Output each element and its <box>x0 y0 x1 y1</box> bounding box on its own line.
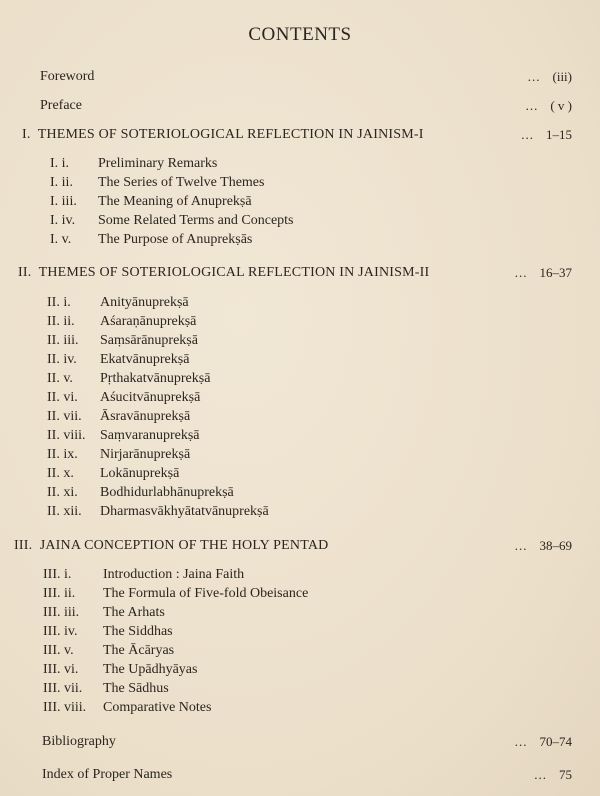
toc-section[interactable]: II. ii. Aśaraṇānuprekṣā <box>47 314 197 329</box>
toc-section[interactable]: II. xii. Dharmasvākhyātatvānuprekṣā <box>47 504 269 519</box>
toc-entry-preface[interactable] <box>40 98 82 114</box>
toc-chapter-1[interactable]: I. THEMES OF SOTERIOLOGICAL REFLECTION IN JAINISM-I <box>22 127 424 142</box>
toc-entry-label: Foreword <box>40 69 95 84</box>
toc-page-ref: ... ( v ) <box>525 98 572 113</box>
toc-section[interactable]: II. ix. Nirjarānuprekṣā <box>47 447 191 462</box>
chapter-title: THEMES OF SOTERIOLOGICAL REFLECTION IN JAINISM-I <box>37 127 424 142</box>
toc-page-ref: ... 70–74 <box>514 734 572 749</box>
toc-section[interactable]: II. vii. Āsravānuprekṣā <box>47 409 191 424</box>
toc-section[interactable]: I. i. Preliminary Remarks <box>50 156 218 171</box>
toc-entry-label: Bibliography <box>42 734 116 749</box>
toc-section[interactable]: II. i. Anityānuprekṣā <box>47 295 189 310</box>
toc-entry-bibliography[interactable] <box>42 734 116 750</box>
toc-chapter-2[interactable]: II. THEMES OF SOTERIOLOGICAL REFLECTION IN JAINISM-II <box>18 265 430 280</box>
toc-section[interactable]: II. iv. Ekatvānuprekṣā <box>47 352 190 367</box>
toc-section[interactable]: I. iii. The Meaning of Anuprekṣā <box>50 194 252 209</box>
toc-section[interactable]: II. vi. Aśucitvānuprekṣā <box>47 390 201 405</box>
toc-entry-foreword[interactable] <box>40 69 94 85</box>
chapter-title: JAINA CONCEPTION OF THE HOLY PENTAD <box>39 538 329 553</box>
toc-entry-index[interactable] <box>42 767 172 783</box>
toc-section[interactable]: III. vii. The Sādhus <box>43 681 169 696</box>
toc-page-ref: ... 1–15 <box>521 127 572 142</box>
toc-entry-label: Preface <box>40 98 82 113</box>
toc-section[interactable]: III. viii. Comparative Notes <box>43 700 212 715</box>
toc-page-ref: ... 75 <box>534 767 572 782</box>
page-title: CONTENTS <box>248 24 352 45</box>
chapter-title: THEMES OF SOTERIOLOGICAL REFLECTION IN JAINISM-II <box>38 265 430 280</box>
toc-section[interactable]: II. viii. Saṃvaranuprekṣā <box>47 428 200 443</box>
toc-section[interactable]: I. ii. The Series of Twelve Themes <box>50 175 265 190</box>
toc-page-ref: ... 16–37 <box>514 265 572 280</box>
toc-entry-label: Index of Proper Names <box>42 767 173 782</box>
toc-chapter-3[interactable]: III. JAINA CONCEPTION OF THE HOLY PENTAD <box>14 538 329 553</box>
toc-section[interactable]: I. v. The Purpose of Anuprekṣās <box>50 232 253 247</box>
toc-page-ref: ... 38–69 <box>514 538 572 553</box>
toc-section[interactable]: II. x. Lokānuprekṣā <box>47 466 180 481</box>
toc-section[interactable]: II. iii. Saṃsārānuprekṣā <box>47 333 198 348</box>
toc-section[interactable]: III. i. Introduction : Jaina Faith <box>43 567 245 582</box>
toc-section[interactable]: III. v. The Ācāryas <box>43 643 175 658</box>
toc-section[interactable]: II. xi. Bodhidurlabhānuprekṣā <box>47 485 234 500</box>
toc-section[interactable]: III. ii. The Formula of Five-fold Obeisance <box>43 586 309 601</box>
toc-section[interactable]: III. iv. The Siddhas <box>43 624 173 639</box>
toc-page-ref: ... (iii) <box>527 69 572 84</box>
toc-section[interactable]: III. iii. The Arhats <box>43 605 165 620</box>
toc-section[interactable]: II. v. Pṛthakatvānuprekṣā <box>47 371 211 386</box>
toc-section[interactable]: III. vi. The Upādhyāyas <box>43 662 198 677</box>
toc-section[interactable]: I. iv. Some Related Terms and Concepts <box>50 213 294 228</box>
